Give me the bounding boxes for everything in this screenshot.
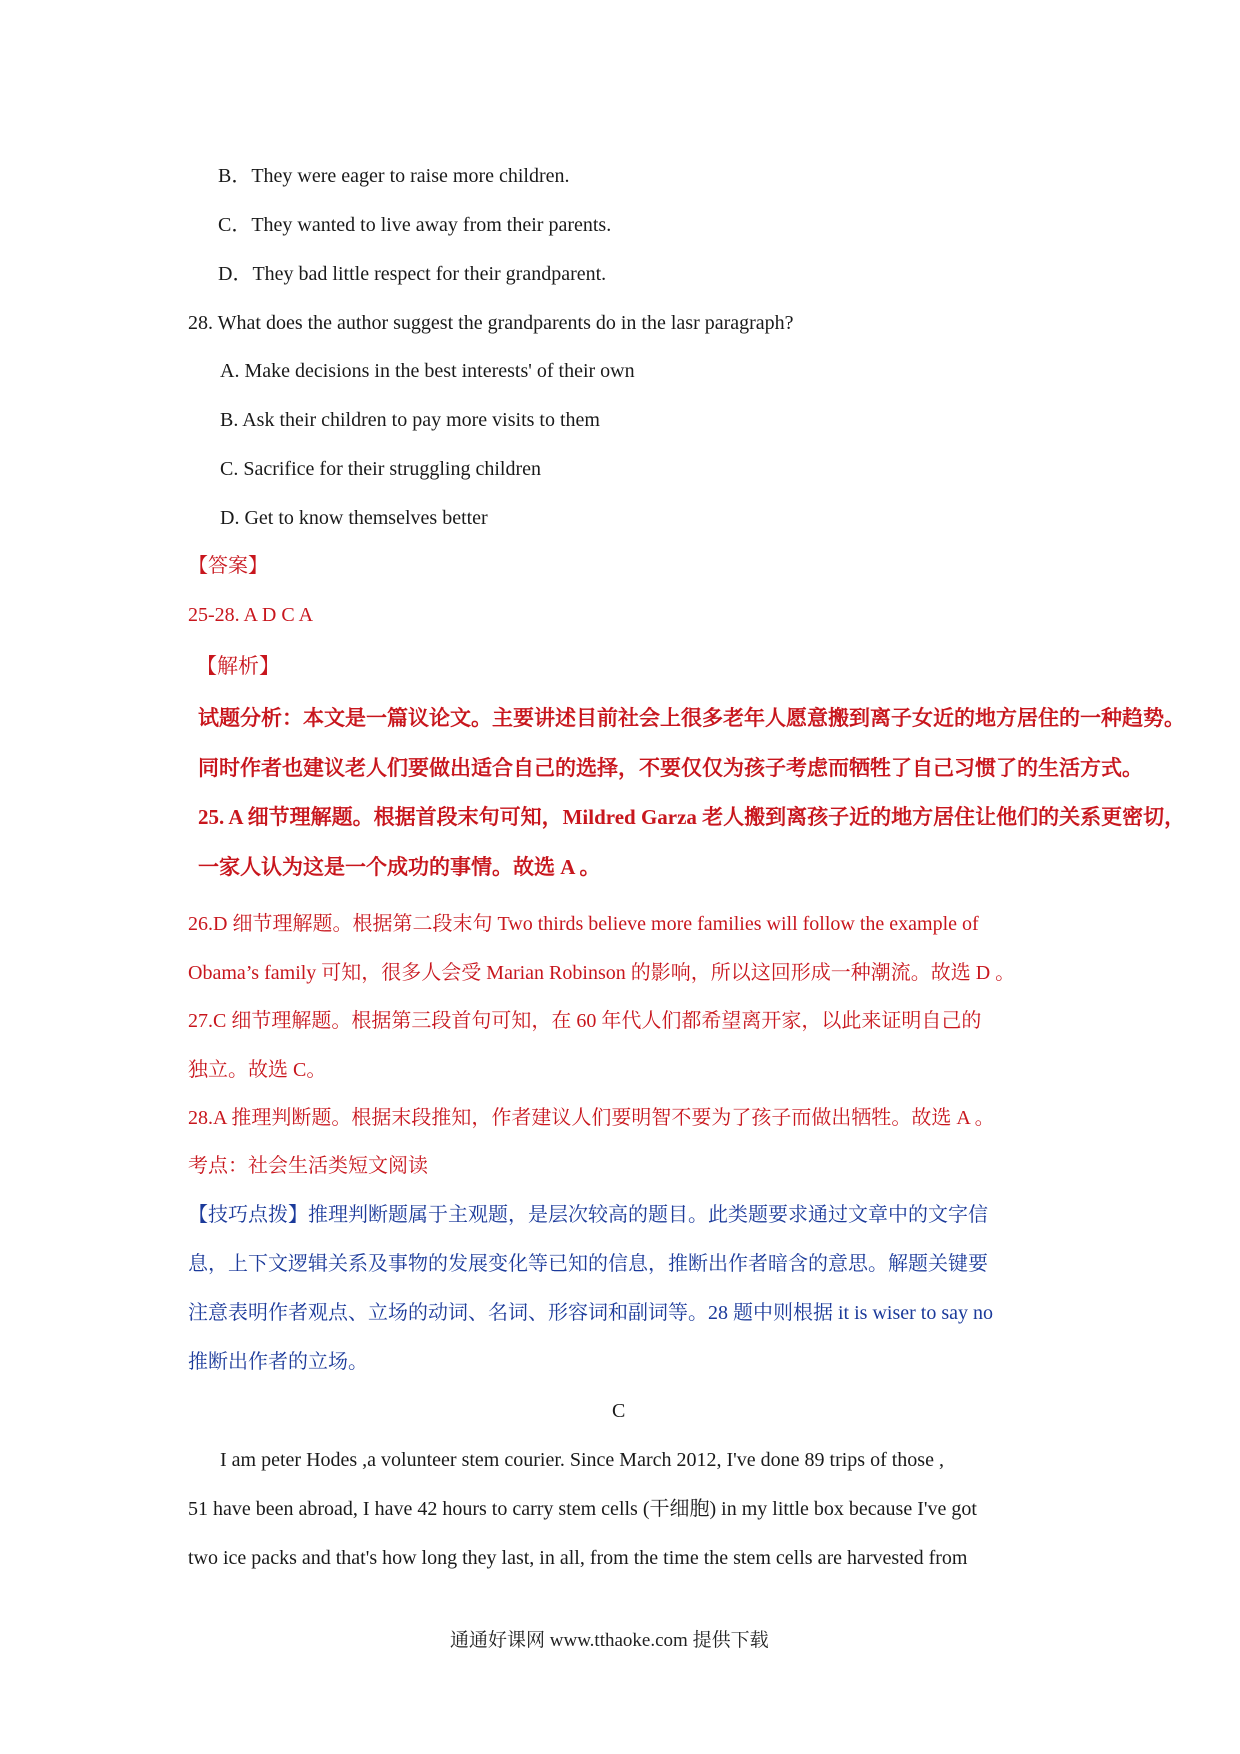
analysis-line: Obama’s family 可知，很多人会受 Marian Robinson 的影响，所以这回形成一种潮流。故选 D 。 xyxy=(188,962,1016,984)
q27-option-d: D．They bad little respect for their grandparent. xyxy=(218,263,607,285)
analysis-line: 26.D 细节理解题。根据第二段末句 Two thirds believe more families will follow the example of xyxy=(188,913,979,935)
tips-line: 【技巧点拨】推理判断题属于主观题，是层次较高的题目。此类题要求通过文章中的文字信 xyxy=(188,1204,988,1226)
passage-c-line: two ice packs and that's how long they last, in all, from the time the stem cells are harvested from xyxy=(188,1547,968,1569)
analysis-line: 独立。故选 C。 xyxy=(188,1059,327,1081)
answer-heading: 【答案】 xyxy=(188,555,268,577)
passage-c-line: 51 have been abroad, I have 42 hours to carry stem cells (干细胞) in my little box because I've got xyxy=(188,1498,977,1520)
q28-question: 28. What does the author suggest the grandparents do in the lasr paragraph? xyxy=(188,312,794,334)
tips-line: 推断出作者的立场。 xyxy=(188,1351,368,1373)
passage-c-title: C xyxy=(612,1400,626,1422)
q28-option-a: A. Make decisions in the best interests' of their own xyxy=(220,360,635,382)
analysis-line: 一家人认为这是一个成功的事情。故选 A 。 xyxy=(198,855,601,879)
analysis-line: 25. A 细节理解题。根据首段末句可知，Mildred Garza 老人搬到离孩子近的地方居住让他们的关系更密切， xyxy=(198,805,1186,829)
analysis-line: 试题分析：本文是一篇议论文。主要讲述目前社会上很多老年人愿意搬到离子女近的地方居住的一种趋势。 xyxy=(198,706,1185,730)
answer-value: 25-28. A D C A xyxy=(188,604,314,626)
q27-option-c: C．They wanted to live away from their parents. xyxy=(218,214,612,236)
q28-option-b: B. Ask their children to pay more visits to them xyxy=(220,409,600,431)
tips-line: 息，上下文逻辑关系及事物的发展变化等已知的信息，推断出作者暗含的意思。解题关键要 xyxy=(188,1253,988,1275)
page-footer: 通通好课网 www.tthaoke.com 提供下载 xyxy=(450,1630,769,1651)
analysis-line: 考点：社会生活类短文阅读 xyxy=(188,1155,428,1177)
analysis-line: 28.A 推理判断题。根据末段推知，作者建议人们要明智不要为了孩子而做出牺牲。故选 A 。 xyxy=(188,1107,995,1129)
analysis-heading: 【解析】 xyxy=(196,654,280,678)
q28-option-d: D. Get to know themselves better xyxy=(220,507,488,529)
passage-c-line: I am peter Hodes ,a volunteer stem courier. Since March 2012, I've done 89 trips of those , xyxy=(220,1449,944,1471)
q27-option-b: B．They were eager to raise more children. xyxy=(218,165,570,187)
analysis-line: 27.C 细节理解题。根据第三段首句可知，在 60 年代人们都希望离开家，以此来证明自己的 xyxy=(188,1010,982,1032)
q28-option-c: C. Sacrifice for their struggling children xyxy=(220,458,542,480)
analysis-line: 同时作者也建议老人们要做出适合自己的选择，不要仅仅为孩子考虑而牺牲了自己习惯了的生活方式。 xyxy=(198,756,1143,780)
tips-line: 注意表明作者观点、立场的动词、名词、形容词和副词等。28 题中则根据 it is wiser to say no xyxy=(188,1302,993,1324)
